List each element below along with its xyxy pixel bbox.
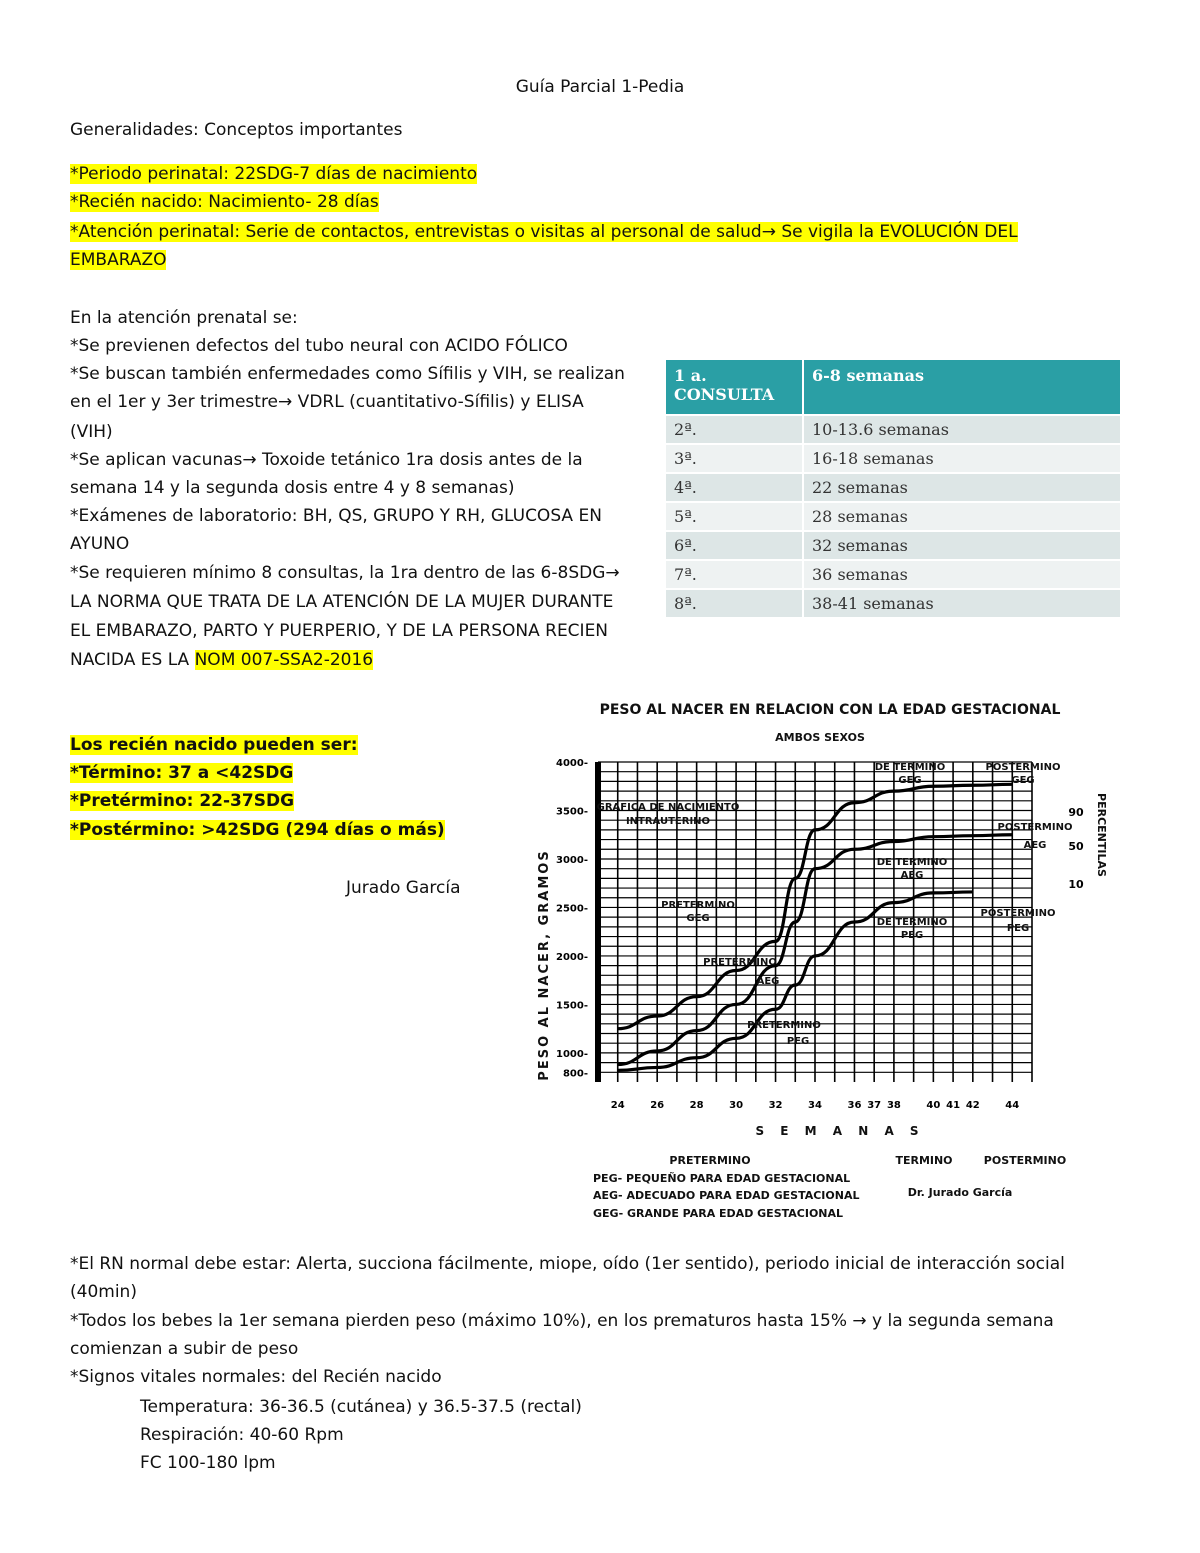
prenatal-text: *Se requieren mínimo 8 consultas, la 1ra dentro de las 6-8SDG	[70, 563, 606, 583]
prenatal-title: En la atención prenatal se:	[70, 308, 298, 328]
annotation: POSTERMINO	[997, 822, 1073, 833]
table-cell: 36 semanas	[803, 560, 1121, 589]
y-tick-label: 2500-	[556, 903, 588, 915]
legend-geg: GEG- GRANDE PARA EDAD GESTACIONAL	[593, 1207, 844, 1220]
footer-termino: TERMINO	[895, 1154, 953, 1167]
x-tick-label: 38	[886, 1100, 901, 1111]
percentile-label: 10	[1068, 878, 1084, 891]
annotation: GRAFICA DE NACIMIENTO	[596, 802, 740, 813]
prenatal-item: *Se previenen defectos del tubo neural con ACIDO FÓLICO	[70, 336, 568, 356]
y-tick-label: 800-	[562, 1068, 588, 1080]
normal-newborn-text-2: (40min)	[70, 1282, 137, 1302]
annotation: POSTERMINO	[980, 908, 1056, 919]
chart-footer	[593, 1154, 1066, 1220]
prenatal-text: LA NORMA QUE TRATA DE LA ATENCIÓN DE LA MUJER DURANTE	[70, 592, 614, 612]
newborn-preterm: *Pretérmino: 22-37SDG	[70, 791, 295, 811]
x-ticks	[611, 1100, 1020, 1111]
weight-loss-text: *Todos los bebes la 1er semana pierden peso (máximo 10%), en los prematuros hasta 15%	[70, 1311, 853, 1331]
arrow-icon: →	[852, 1311, 867, 1331]
y-tick-label: 1500-	[556, 1000, 588, 1012]
table-cell: 28 semanas	[803, 502, 1121, 531]
table-header-row	[666, 360, 1121, 415]
definition-text-3: EMBARAZO	[70, 250, 167, 270]
vital-heart-rate: FC 100-180 lpm	[140, 1453, 276, 1473]
newborn-postterm: *Postérmino: >42SDG (294 días o más)	[70, 820, 445, 840]
newborn-term: *Término: 37 a <42SDG	[70, 763, 294, 783]
table-cell: 10-13.6 semanas	[803, 415, 1121, 444]
footer-postermino: POSTERMINO	[983, 1154, 1067, 1167]
x-tick-label: 44	[1005, 1100, 1020, 1111]
table-row	[666, 415, 1121, 444]
table-cell: 8ª.	[666, 589, 803, 618]
annotation: GEG	[1011, 775, 1035, 786]
annotation: DE TERMINO	[876, 917, 948, 928]
prenatal-text: en el 1er y 3er trimestre	[70, 392, 279, 412]
definition-text-2: Se vigila la EVOLUCIÓN DEL	[781, 222, 1018, 242]
y-tick-label: 3500-	[556, 806, 588, 818]
annotation: DE TERMINO	[876, 857, 948, 868]
weight-loss-text-3: comienzan a subir de peso	[70, 1339, 299, 1359]
x-tick-label: 42	[965, 1100, 980, 1111]
percentile-labels	[1068, 806, 1084, 891]
consultation-table	[666, 360, 1122, 619]
newborn-title: Los recién nacido pueden ser:	[70, 735, 358, 755]
table-cell: 38-41 semanas	[803, 589, 1121, 618]
normal-newborn-text: *El RN normal debe estar: Alerta, succiona fácilmente, miope, oído (1er sentido), periodo inicial de interacción social	[70, 1254, 1065, 1274]
y-axis-label: PESO AL NACER, GRAMOS	[537, 849, 552, 1081]
annotation: GEG	[898, 775, 922, 786]
x-tick-label: 32	[768, 1100, 783, 1111]
arrow-icon: →	[605, 563, 620, 583]
percentile-label: 50	[1068, 840, 1084, 853]
definition-perinatal-care	[70, 222, 1018, 242]
prenatal-text: semana 14 y la segunda dosis entre 4 y 8 semanas)	[70, 478, 515, 498]
table-cell: 7ª.	[666, 560, 803, 589]
page-title: Guía Parcial 1-Pedia	[515, 77, 685, 97]
prenatal-text: EL EMBARAZO, PARTO Y PUERPERIO, Y DE LA PERSONA RECIEN	[70, 621, 609, 641]
author-name: Jurado García	[346, 878, 461, 898]
chart-author: Dr. Jurado García	[907, 1186, 1013, 1199]
y-ticks	[556, 758, 588, 1079]
y-tick-label: 2000-	[556, 951, 588, 963]
vital-respiration: Respiración: 40-60 Rpm	[140, 1425, 344, 1445]
table-row	[666, 473, 1121, 502]
footer-pretermino: PRETERMINO	[669, 1154, 751, 1167]
prenatal-text: VDRL (cuantitativo-Sífilis) y ELISA	[292, 392, 584, 412]
table-header-cell: 6-8 semanas	[803, 360, 1121, 415]
legend-aeg: AEG- ADECUADO PARA EDAD GESTACIONAL	[593, 1189, 860, 1202]
prenatal-text: (VIH)	[70, 422, 113, 442]
table-cell: 16-18 semanas	[803, 444, 1121, 473]
annotation: INTRAUTERINO	[625, 816, 711, 827]
x-tick-label: 28	[689, 1100, 704, 1111]
y-tick-label: 1000-	[556, 1048, 588, 1060]
vital-signs-title: *Signos vitales normales: del Recién nacido	[70, 1367, 442, 1387]
prenatal-item: *Se buscan también enfermedades como Sífilis y VIH, se realizan	[70, 364, 625, 384]
prenatal-text: NACIDA ES LA	[70, 650, 195, 670]
annotation: AEG	[756, 976, 780, 987]
annotation: DE TERMINO	[874, 762, 946, 773]
prenatal-text: Toxoide tetánico 1ra dosis antes de la	[256, 450, 583, 470]
birth-weight-chart	[520, 690, 1110, 1230]
annotation: PRETERMINO	[703, 957, 777, 968]
annotation: AEG	[900, 870, 924, 881]
percentile-label: 90	[1068, 806, 1084, 819]
table-cell: 3ª.	[666, 444, 803, 473]
annotation: PRETERMINO	[661, 900, 735, 911]
annotation: POSTERMINO	[985, 762, 1061, 773]
table-header-cell: 1 a. CONSULTA	[666, 360, 803, 415]
arrow-icon: →	[242, 450, 257, 470]
y-tick-label: 4000-	[556, 758, 588, 769]
table-cell: 2ª.	[666, 415, 803, 444]
arrow-icon: →	[761, 222, 776, 242]
x-tick-label: 26	[650, 1100, 665, 1111]
right-axis-label: PERCENTILAS	[1095, 793, 1108, 877]
x-axis-label: S E M A N A S	[755, 1124, 925, 1138]
definition-perinatal: *Periodo perinatal: 22SDG-7 días de nacimiento	[70, 164, 478, 184]
x-tick-label: 24	[610, 1100, 625, 1111]
section-subtitle: Generalidades: Conceptos importantes	[70, 120, 403, 140]
nom-reference: NOM 007-SSA2-2016	[194, 650, 374, 670]
arrow-icon: →	[278, 392, 293, 412]
table-row	[666, 444, 1121, 473]
table-row	[666, 531, 1121, 560]
chart-title: PESO AL NACER EN RELACION CON LA EDAD GESTACIONAL	[599, 702, 1061, 718]
x-tick-label: 40	[926, 1100, 941, 1111]
chart-subtitle: AMBOS SEXOS	[775, 731, 865, 744]
annotation: PEG	[900, 930, 924, 941]
table-row	[666, 502, 1121, 531]
definition-newborn: *Recién nacido: Nacimiento- 28 días	[70, 192, 379, 212]
x-tick-label: 34	[808, 1100, 822, 1111]
annotation: GEG	[686, 913, 710, 924]
legend-peg: PEG- PEQUEÑO PARA EDAD GESTACIONAL	[593, 1172, 851, 1185]
annotation: AEG	[1023, 840, 1047, 851]
table-cell: 4ª.	[666, 473, 803, 502]
x-tick-label: 30	[729, 1100, 744, 1111]
table-row	[666, 560, 1121, 589]
table-cell: 22 semanas	[803, 473, 1121, 502]
table-cell: 6ª.	[666, 531, 803, 560]
table-row	[666, 589, 1121, 618]
prenatal-text: AYUNO	[70, 534, 130, 554]
y-tick-label: 3000-	[556, 854, 588, 866]
x-tick-label: 41	[946, 1100, 961, 1111]
vital-temperature: Temperatura: 36-36.5 (cutánea) y 36.5-37.5 (rectal)	[140, 1397, 582, 1417]
weight-loss-text-2: y la segunda semana	[866, 1311, 1054, 1331]
prenatal-text: *Se aplican vacunas	[70, 450, 243, 470]
annotation: PEG	[1006, 923, 1030, 934]
annotation: PRETERMINO	[747, 1020, 821, 1031]
annotation: PEG	[786, 1036, 810, 1047]
table-cell: 5ª.	[666, 502, 803, 531]
x-tick-label: 37	[867, 1100, 882, 1111]
x-tick-label: 36	[847, 1100, 862, 1111]
table-cell: 32 semanas	[803, 531, 1121, 560]
definition-text: *Atención perinatal: Serie de contactos, entrevistas o visitas al personal de salud	[70, 222, 762, 242]
prenatal-item: *Exámenes de laboratorio: BH, QS, GRUPO Y RH, GLUCOSA EN	[70, 506, 602, 526]
